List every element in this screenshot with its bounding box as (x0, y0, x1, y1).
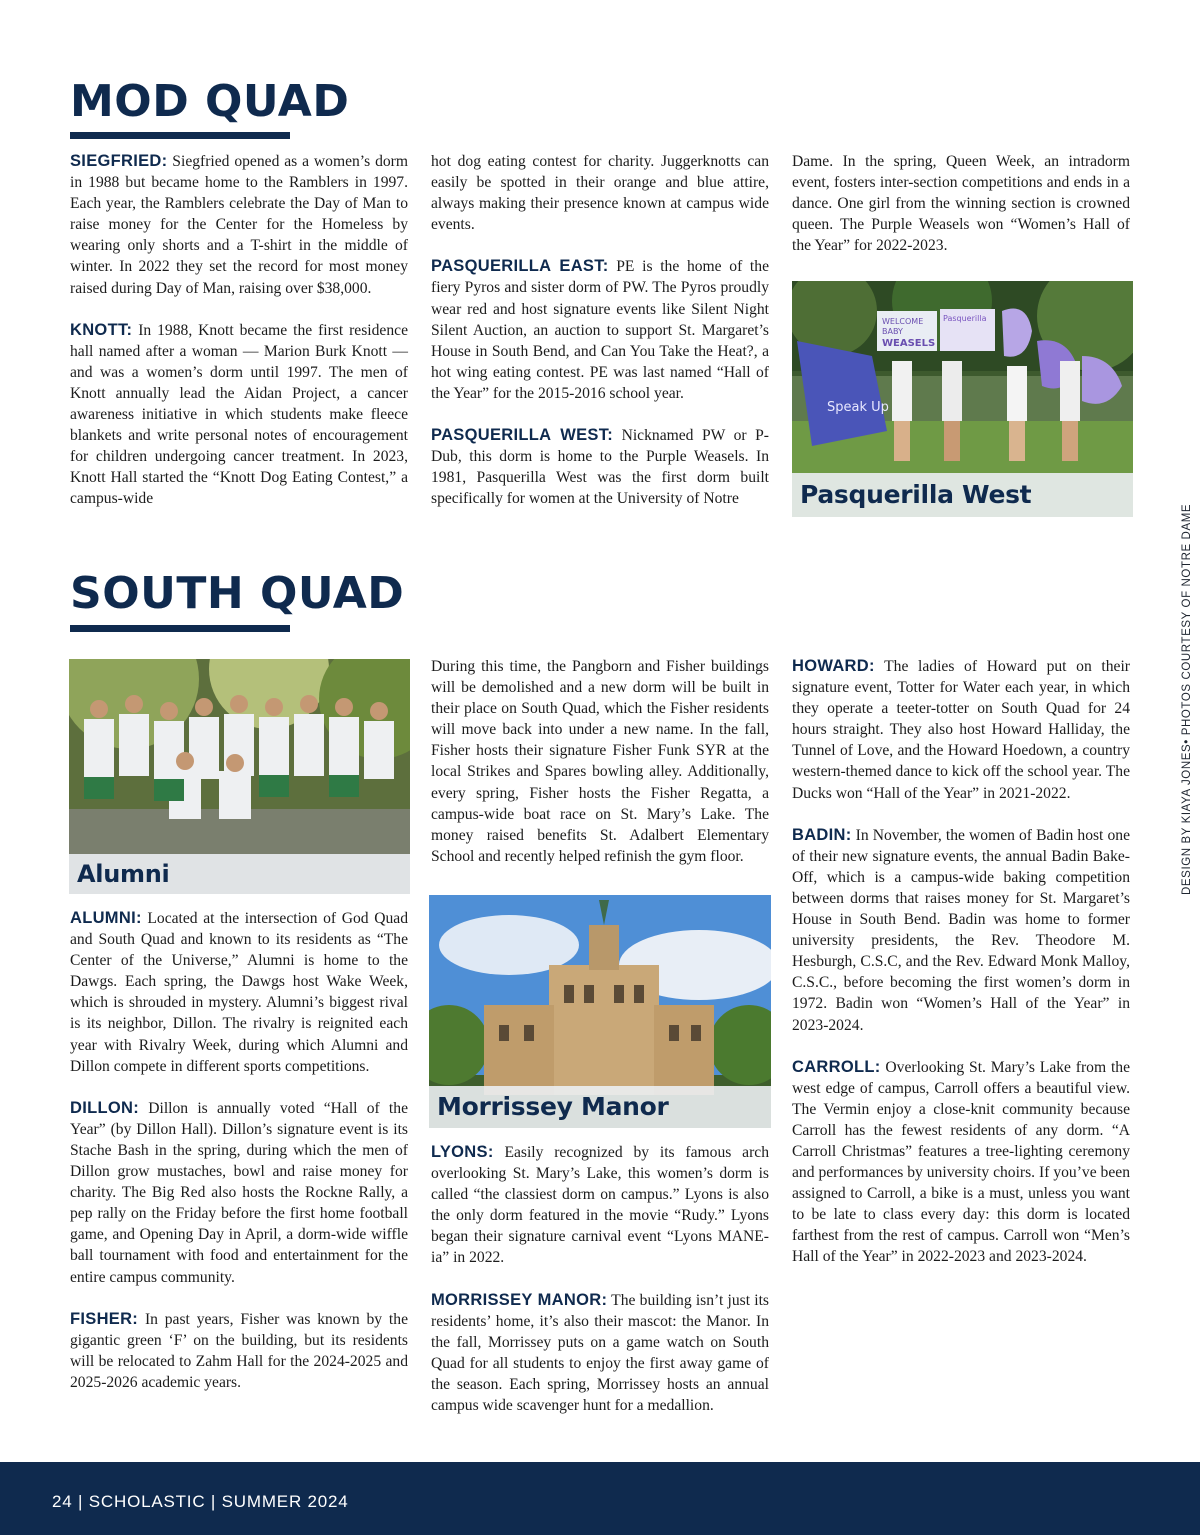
carroll-label: CARROLL: (792, 1057, 881, 1076)
pasquerilla-west-continued: Dame. In the spring, Queen Week, an intradorm event, fosters inter-section competitions and ends in a dance. One girl from the winning section is crowned queen. The Purple Weasels won “Women’s Hall of the Year” for 2022-2023. (792, 153, 1130, 255)
pasquerilla-east-label: PASQUERILLA EAST: (431, 257, 609, 276)
mod-quad-column-3 (792, 151, 1130, 277)
mod-quad-heading: MOD QUAD (70, 76, 350, 127)
sign-1-line-1: WELCOME (882, 317, 924, 326)
south-quad-column-2-top (431, 656, 769, 888)
fisher-entry (70, 1309, 408, 1393)
fisher-continued: During this time, the Pangborn and Fisher buildings will be demolished and a new dorm will be built in their place on South Quad, which the Fisher residents will move back into under a new name. In the fall, Fisher hosts their signature Fisher Funk SYR at the local Strikes and Spares bowling alley. Additionally, every spring, Fisher hosts the Fisher Regatta, a campus-wide boat race on St. Mary’s Lake. The money raised benefits St. Adalbert Elementary School and recently helped refinish the gym floor. (431, 658, 769, 865)
fisher-text: In past years, Fisher was known by the gigantic green ‘F’ on the building, but its residents will be relocated to Zahm Hall for the 2024-2025 and 2025-2026 academic years. (70, 1310, 408, 1391)
dillon-label: DILLON: (70, 1098, 140, 1117)
knott-continued: hot dog eating contest for charity. Juggerknotts can easily be spotted in their orange and blue attire, always making their presence known at campus wide events. (431, 153, 769, 234)
mod-quad-column-2 (431, 151, 769, 530)
siegfried-text: Siegfried opened as a women’s dorm in 1988 but became home to the Ramblers in 1997. Each year, the Ramblers celebrate the Day of Man to raise money for the Center for the Homeless by wearing only shorts and a T-shirt in the middle of winter. In 2022 they set the record for most money raised during Day of Man, raising over $38,000. (70, 153, 408, 297)
south-quad-column-2-bottom (431, 1142, 769, 1437)
pasquerilla-east-entry (431, 256, 769, 404)
badin-text: In November, the women of Badin host one of their new signature events, the annual Badin Bake-Off, which is a campus-wide baking competition between dorms that raises money for St. Margaret’s House in South Bend. Badin was home to former university presidents, the Rev. Theodore M. Hesburgh, C.S.C, and the Rev. Edward Monk Malloy, C.S.C., before becoming the first women’s dorm in 1972. Badin won “Women’s Hall of the Year” in 2023-2024. (792, 826, 1130, 1034)
knott-label: KNOTT: (70, 320, 133, 339)
mod-quad-column-1 (70, 151, 408, 531)
howard-text: The ladies of Howard put on their signature event, Totter for Water each year, in which they operate a teeter-totter on South Quad for 24 hours straight. They also host Howard Halliday, the Tunnel of Love, and the Howard Hoedown, a country western-themed dance to kick off the school year. The Ducks won “Hall of the Year” in 2021-2022. (792, 658, 1130, 802)
howard-label: HOWARD: (792, 657, 875, 675)
howard-entry (792, 656, 1130, 804)
morrissey-label: MORRISSEY MANOR: (431, 1290, 608, 1309)
morrissey-manor-caption: Morrissey Manor (429, 1086, 771, 1128)
carroll-entry (792, 1057, 1130, 1268)
pasquerilla-west-caption: Pasquerilla West (792, 473, 1133, 517)
lyons-text: Easily recognized by its famous arch overlooking St. Mary’s Lake, this women’s dorm is called “the classiest dorm on campus.” Lyons is also the only dorm featured in the movie “Rudy.” Lyons began their signature carnival event “Lyons MANE-ia” in 2022. (431, 1144, 769, 1267)
morrissey-text: The building isn’t just its residents’ home, it’s also their mascot: the Manor. In the fall, Morrissey puts on a game watch on South Quad for all students to enjoy the first away game of the season. Each spring, Morrissey hosts an annual campus wide scavenger hunt for a medallion. (431, 1291, 769, 1415)
pasquerilla-west-label: PASQUERILLA WEST: (431, 426, 614, 445)
alumni-caption: Alumni (69, 854, 410, 894)
morrissey-entry (431, 1290, 769, 1417)
siegfried-label: SIEGFRIED: (70, 152, 168, 170)
alumni-text: Located at the intersection of God Quad and South Quad and known to its residents as “The Center of the Universe,” Alumni is home to the Dawgs. Each spring, the Dawgs host Wake Week, which is shrouded in mystery. Alumni’s biggest rival is its neighbor, Dillon. The rivalry is reignited each year with Rivalry Week, during which Alumni and Dillon compete in different sports competitions. (70, 910, 408, 1075)
south-quad-column-1 (70, 908, 408, 1414)
south-quad-rule (70, 625, 290, 632)
pasquerilla-west-text: Nicknamed PW or P-Dub, this dorm is home to the Purple Weasels. In 1981, Pasquerilla West was the first dorm built specifically for women at the University of Notre (431, 427, 769, 508)
sign-1-line-3: WEASELS (882, 338, 936, 349)
morrissey-manor-photo (429, 895, 771, 1128)
badin-label: BADIN: (792, 825, 852, 844)
south-quad-column-3 (792, 656, 1130, 1289)
pasquerilla-west-entry (431, 425, 769, 509)
fisher-label: FISHER: (70, 1309, 139, 1328)
dillon-entry (70, 1098, 408, 1288)
badin-entry (792, 825, 1130, 1036)
lyons-label: LYONS: (431, 1143, 494, 1161)
knott-text: In 1988, Knott became the first residence hall named after a woman — Marion Burk Knott — and was a women’s dorm until 1997. The men of Knott annually lead the Aidan Project, a cancer awareness initiative in which students make fleece blankets and write personal notes of encouragement for children undergoing cancer treatment. In 2023, Knott Hall started the “Knott Dog Eating Contest,” a campus-wide (70, 321, 408, 508)
pasquerilla-west-photo (792, 281, 1133, 517)
carroll-text: Overlooking St. Mary’s Lake from the west edge of campus, Carroll offers a beautiful view. The Vermin enjoy a close-knit community because Carroll has the fewest residents of any dorm. “A Carroll Christmas” features a tree-lighting ceremony and performances by university choirs. If you’ve been assigned to Carroll, a bike is a must, unless you want to be late to class every day: this dorm is located farthest from the rest of campus. Carroll won “Men’s Hall of the Year” in 2022-2023 and 2023-2024. (792, 1058, 1130, 1266)
pasquerilla-east-text: PE is the home of the fiery Pyros and sister dorm of PW. The Pyros proudly wear red and host signature events like Silent Night Silent Auction, an auction to support St. Margaret’s House in South Bend, and Can You Take the Heat?, a hot wing eating contest. PE was last named “Hall of the Year” for the 2015-2016 school year. (431, 258, 769, 402)
footer-page-info: 24 | SCHOLASTIC | SUMMER 2024 (52, 1492, 349, 1511)
lyons-entry (431, 1142, 769, 1269)
knott-entry (70, 320, 408, 510)
sign-2: Pasquerilla (943, 314, 987, 323)
alumni-label: ALUMNI: (70, 909, 142, 927)
sign-1-line-2: BABY (882, 327, 903, 336)
alumni-entry (70, 908, 408, 1077)
design-photo-credit: DESIGN BY KIAYA JONES• PHOTOS COURTESY OF NOTRE DAME (1181, 503, 1193, 895)
alumni-photo (69, 659, 410, 894)
dillon-text: Dillon is annually voted “Hall of the Year” (by Dillon Hall). Dillon’s signature event is its Stache Bash in the spring, during which the men of Dillon grow mustaches, bowl and raise money for charity. The Big Red also hosts the Rockne Rally, a pep rally on the Friday before the first home football game, and Opening Day in April, a dorm-wide wiffle ball tournament with food and entertainment for the entire campus community. (70, 1099, 408, 1286)
banner-text: Speak Up (827, 400, 889, 415)
mod-quad-rule (70, 132, 290, 139)
siegfried-entry (70, 151, 408, 299)
south-quad-heading: SOUTH QUAD (70, 568, 405, 619)
